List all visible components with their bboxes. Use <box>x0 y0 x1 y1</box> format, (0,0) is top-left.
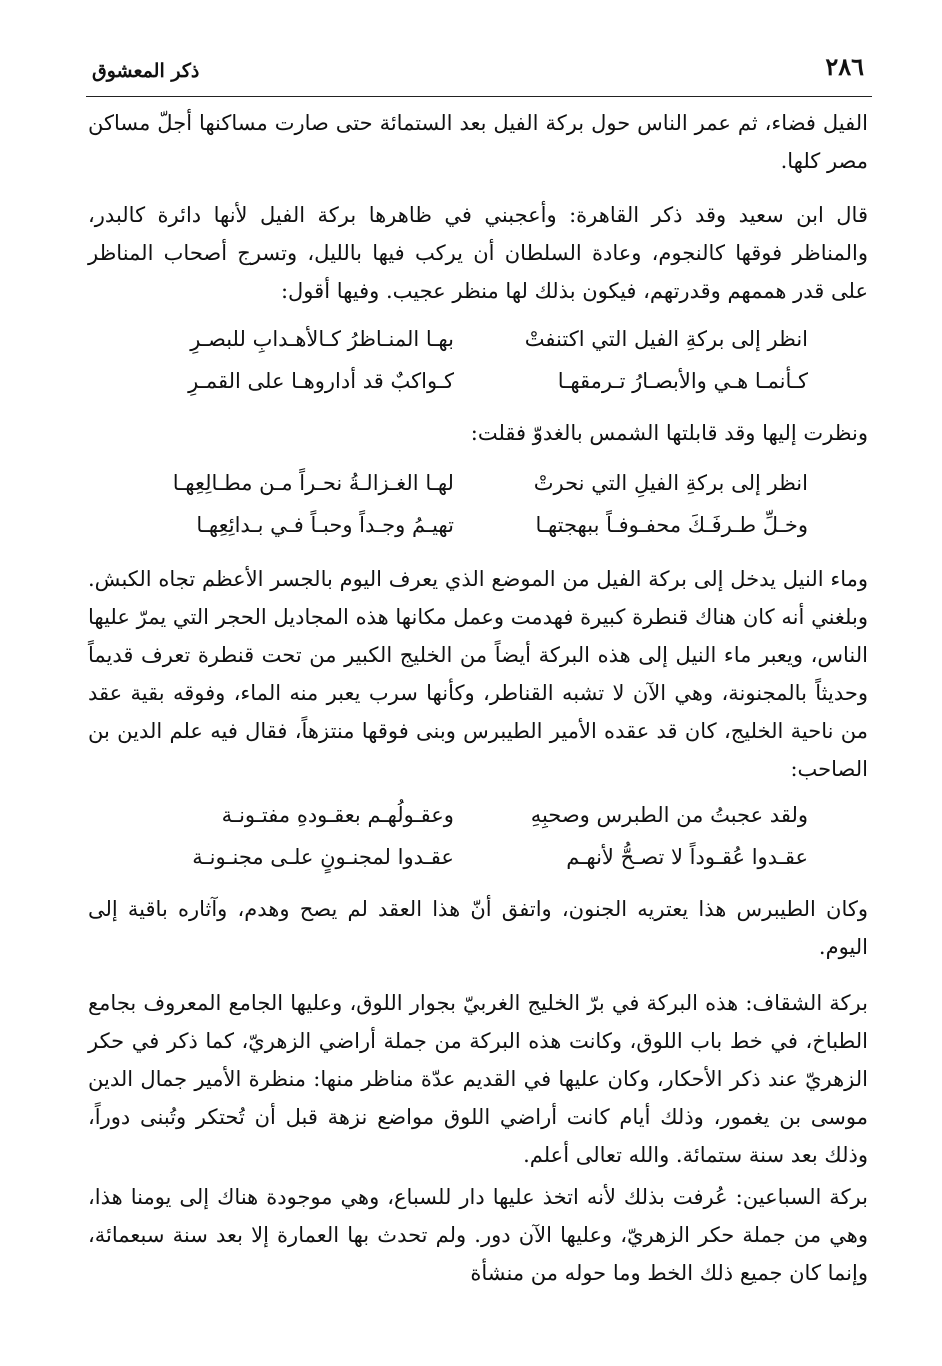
paragraph-1: الفيل فضاء، ثم عمر الناس حول بركة الفيل بعد الستمائة حتى صارت مساكنها أجلّ مساكن مصر كلها. <box>88 111 868 173</box>
verse-second-hemistich: لهـا الغـزالـةُ نحـراً مـن مطـالِعِهـا <box>172 471 454 495</box>
running-title: ذكر المعشوق <box>92 60 200 82</box>
verse-first-hemistich: انظر إلى بركةِ الفيلِ التي نحرتْ <box>533 471 808 495</box>
paragraph-3: ونظرت إليها وقد قابلتها الشمس بالغدوّ فقلت: <box>470 421 868 445</box>
paragraph-2: قال ابن سعيد وقد ذكر القاهرة: وأعجبني في ظاهرها بركة الفيل لأنها دائرة كالبدر، والمناظر فوقها كالنجوم، وعادة السلطان أن يركب فيها بالليل، وتسرج أصحاب المناظر على قدر هممهم وقدرتهم، فيكون بذلك لها منظر عجيب. وفيها أقول: <box>88 203 868 303</box>
verse-line <box>140 318 808 360</box>
paragraph-5: وكان الطيبرس هذا يعتريه الجنون، واتفق أنّ هذا العقد لم يصح وهدم، وآثاره باقية إلى اليوم. <box>88 897 868 959</box>
verse-second-hemistich: بهـا المنـاظرُ كـالأهـدابِ للبصـرِ <box>190 327 454 351</box>
poem-1 <box>140 318 808 402</box>
verse-line <box>140 360 808 402</box>
verse-first-hemistich: وخـلِّ طـرفَـكَ محفـوفـاً ببهجتهـا <box>535 513 808 537</box>
verse-line <box>140 504 808 546</box>
verse-line <box>140 836 808 878</box>
verse-first-hemistich: انظر إلى بركةِ الفيل التي اكتنفتْ <box>524 327 808 351</box>
verse-first-hemistich: ولقد عجبتُ من الطبرس وصحبِهِ <box>530 803 808 827</box>
poem-3 <box>140 794 808 878</box>
page-header <box>86 52 872 97</box>
verse-line <box>140 794 808 836</box>
verse-second-hemistich: وعقـولُهـم بعقـودهِ مفتـونـة <box>221 803 454 827</box>
verse-first-hemistich: كـأنمـا هـي والأبصـارُ تـرمقهـا <box>557 369 808 393</box>
page-number: ٢٨٦ <box>825 52 864 81</box>
paragraph-4: وماء النيل يدخل إلى بركة الفيل من الموضع الذي يعرف اليوم بالجسر الأعظم تجاه الكبش. وبلغني أنه كان هناك قنطرة كبيرة فهدمت وعمل مكانها هذه المجاديل الحجر التي يمرّ عليها الناس، ويعبر ماء النيل إلى هذه البركة أيضاً من الخليج الكبير من تحت قنطرة تعرف قديماً وحديثاً بالمجنونة، وهي الآن لا تشبه القناطر، وكأنها سرب يعبر منه الماء، وفوقه بقية عقد من ناحية الخليج، كان قد عقده الأمير الطيبرس وبنى فوقها منتزهاً، فقال فيه علم الدين بن الصاحب: <box>88 567 868 781</box>
verse-second-hemistich: عقـدوا لمجنـونٍ علـى مجنـونـة <box>192 845 454 869</box>
paragraph-7: بركة السباعين: عُرفت بذلك لأنه اتخذ عليها دار للسباع، وهي موجودة هناك إلى يومنا هذا، وهي من جملة حكر الزهريّ، وعليها الآن دور. ولم تحدث بها العمارة إلا بعد سنة سبعمائة، وإنما كان جميع ذلك الخط وما حوله من منشأة <box>88 1185 868 1285</box>
poem-2 <box>140 462 808 546</box>
verse-first-hemistich: عقـدوا عُقـوداً لا تصـحُّ لأنهـم <box>566 845 808 869</box>
verse-second-hemistich: تهيـمُ وجـداً وحبـاً فـي بـدائِعِهـا <box>196 513 454 537</box>
verse-second-hemistich: كـواكبٌ قد أداروهـا على القمـرِ <box>188 369 454 393</box>
paragraph-6: بركة الشقاف: هذه البركة في برّ الخليج الغربيّ بجوار اللوق، وعليها الجامع المعروف بجامع الطباخ، في خط باب اللوق، وكانت هذه البركة من جملة أراضي الزهريّ، كما ذكر في حكر الزهريّ عند ذكر الأحكار، وكان عليها في القديم عدّة مناظر منها: منظرة الأمير جمال الدين موسى بن يغمور، وذلك أيام كانت أراضي اللوق مواضع نزهة قبل أن تُحتكر وتُبنى دوراً، وذلك بعد سنة ستمائة. والله تعالى أعلم. <box>88 991 868 1167</box>
verse-line <box>140 462 808 504</box>
